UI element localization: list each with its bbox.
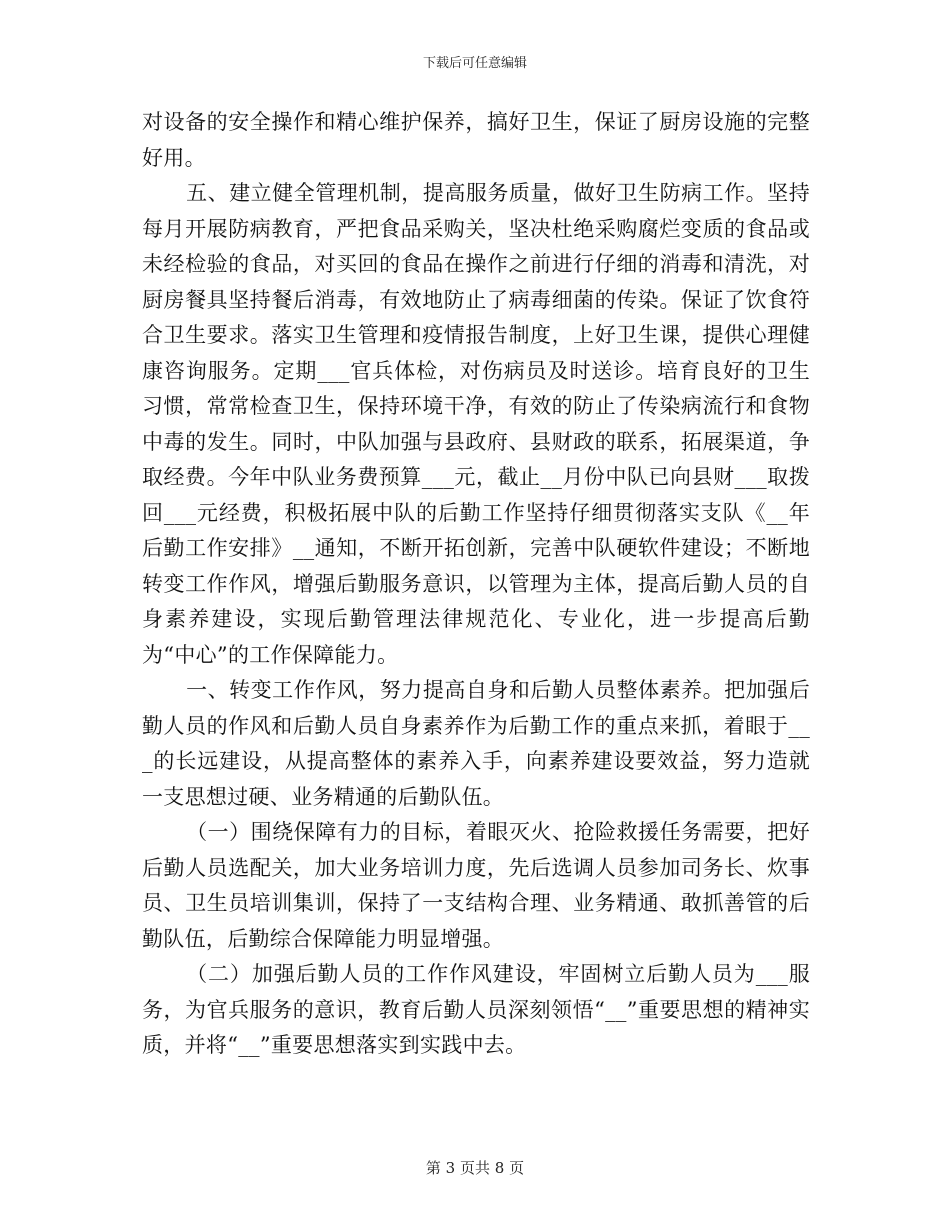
paragraph-continuation: 对设备的安全操作和精心维护保养，搞好卫生，保证了厨房设施的完整好用。 — [142, 110, 810, 170]
paragraph-subsection-one: （一）围绕保障有力的目标，着眼灭火、抢险救援任务需要，把好后勤人员选配关，加大业务培训力度，先后选调人员参加司务长、炊事员、卫生员培训集训，保持了一支结构合理、业务精通、敢抓善管的后勤队伍，后勤综合保障能力明显增强。 — [142, 820, 810, 951]
page-footer: 第 3 页共 8 页 — [425, 1159, 525, 1177]
document-body — [142, 105, 810, 1064]
paragraph-section-one: 一、转变工作作风，努力提高自身和后勤人员整体素养。把加强后勤人员的作风和后勤人员自身素养作为后勤工作的重点来抓，着眼于___的长远建设，从提高整体的素养入手，向素养建设要效益，努力造就一支思想过硬、业务精通的后勤队伍。 — [142, 678, 810, 809]
page-header: 下载后可任意编辑 — [422, 56, 527, 71]
paragraph-section-five: 五、建立健全管理机制，提高服务质量，做好卫生防病工作。坚持每月开展防病教育，严把食品采购关，坚决杜绝采购腐烂变质的食品或未经检验的食品，对买回的食品在操作之前进行仔细的消毒和清洗，对厨房餐具坚持餐后消毒，有效地防止了病毒细菌的传染。保证了饮食符合卫生要求。落实卫生管理和疫情报告制度，上好卫生课，提供心理健康咨询服务。定期___官兵体检，对伤病员及时送诊。培育良好的卫生习惯，常常检查卫生，保持环境干净，有效的防止了传染病流行和食物中毒的发生。同时，中队加强与县政府、县财政的联系，拓展渠道，争取经费。今年中队业务费预算___元，截止__月份中队已向县财___取拨回___元经费，积极拓展中队的后勤工作坚持仔细贯彻落实支队《__年后勤工作安排》__通知，不断开拓创新，完善中队硬软件建设；不断地转变工作作风，增强后勤服务意识，以管理为主体，提高后勤人员的自身素养建设，实现后勤管理法律规范化、专业化，进一步提高后勤为“中心”的工作保障能力。 — [142, 181, 810, 667]
paragraph-subsection-two: （二）加强后勤人员的工作作风建设，牢固树立后勤人员为___服务，为官兵服务的意识，教育后勤人员深刻领悟“__”重要思想的精神实质，并将“__”重要思想落实到实践中去。 — [142, 962, 810, 1057]
